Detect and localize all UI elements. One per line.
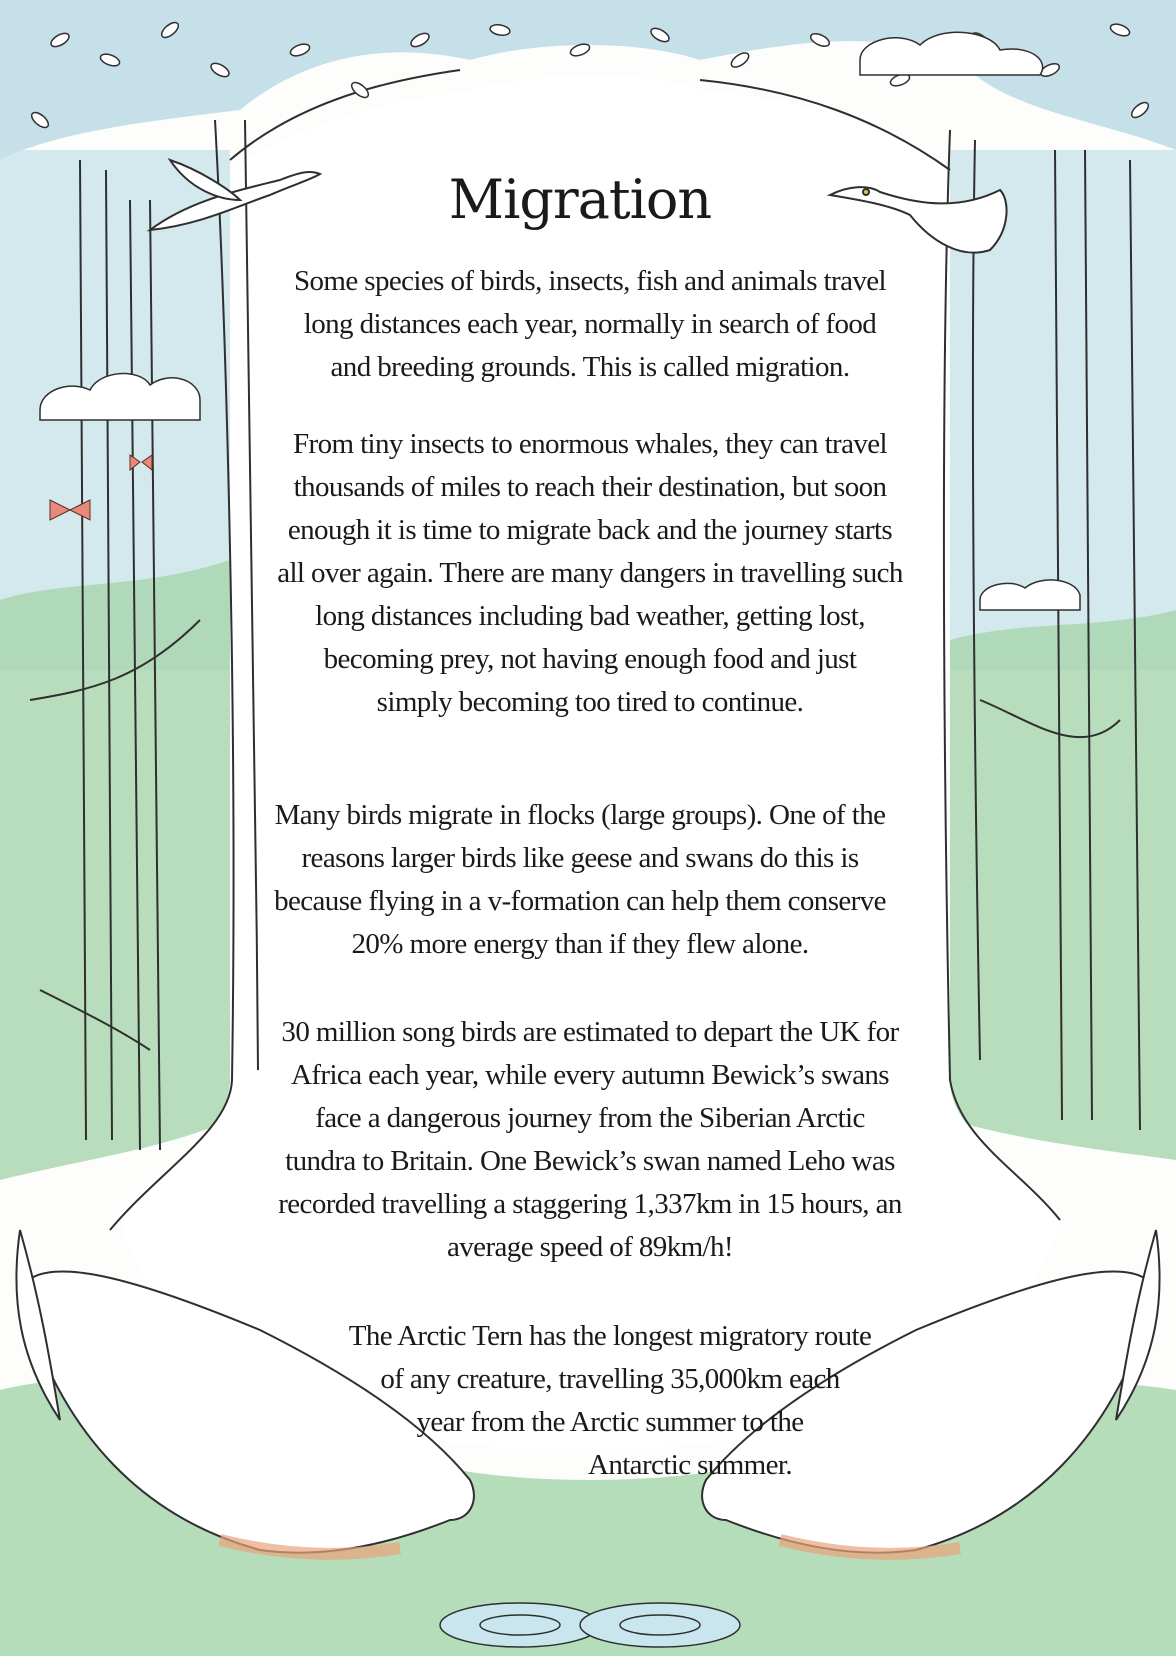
text-line: of any creature, travelling 35,000km each	[380, 1363, 840, 1395]
text-line: From tiny insects to enormous whales, they can travel	[293, 428, 887, 460]
text-line: 30 million song birds are estimated to depart the UK for	[281, 1016, 899, 1048]
text-line: face a dangerous journey from the Siberian Arctic	[315, 1102, 865, 1134]
paragraph-intro	[240, 260, 940, 389]
text-line: and breeding grounds. This is called migration.	[330, 351, 850, 383]
text-line: Some species of birds, insects, fish and animals travel	[294, 265, 886, 297]
text-line: long distances including bad weather, getting lost,	[315, 600, 865, 632]
paragraph-songbirds	[230, 1011, 950, 1269]
text-line: The Arctic Tern has the longest migratory route	[348, 1320, 872, 1352]
text-line: because flying in a v-formation can help them conserve	[274, 885, 886, 917]
text-line: all over again. There are many dangers in travelling such	[277, 557, 903, 589]
text-line: Many birds migrate in flocks (large groups). One of the	[274, 799, 886, 831]
cloud-right-mid	[980, 580, 1080, 610]
paragraph-journey	[230, 423, 950, 724]
text-line: tundra to Britain. One Bewick’s swan named Leho was	[285, 1145, 895, 1177]
text-line: reasons larger birds like geese and swans do this is	[301, 842, 859, 874]
text-line: recorded travelling a staggering 1,337km in 15 hours, an	[278, 1188, 902, 1220]
text-line: 20% more energy than if they flew alone.	[351, 928, 809, 960]
right-foliage	[950, 610, 1176, 1160]
text-line: simply becoming too tired to continue.	[376, 686, 804, 718]
text-line: enough it is time to migrate back and the journey starts	[287, 514, 893, 546]
text-line: average speed of 89km/h!	[447, 1231, 733, 1263]
text-line: year from the Arctic summer to the	[416, 1406, 804, 1438]
paragraph-flocks	[230, 794, 930, 966]
text-line: thousands of miles to reach their destination, but soon	[293, 471, 887, 503]
text-line: Antarctic summer.	[587, 1449, 792, 1481]
text-line: Africa each year, while every autumn Bewick’s swans	[291, 1059, 889, 1091]
left-foliage	[0, 560, 230, 1180]
paragraph-arctic-tern	[320, 1315, 900, 1487]
text-line: becoming prey, not having enough food and just	[323, 643, 857, 675]
text-line: long distances each year, normally in search of food	[303, 308, 877, 340]
page-title: Migration	[448, 168, 712, 231]
